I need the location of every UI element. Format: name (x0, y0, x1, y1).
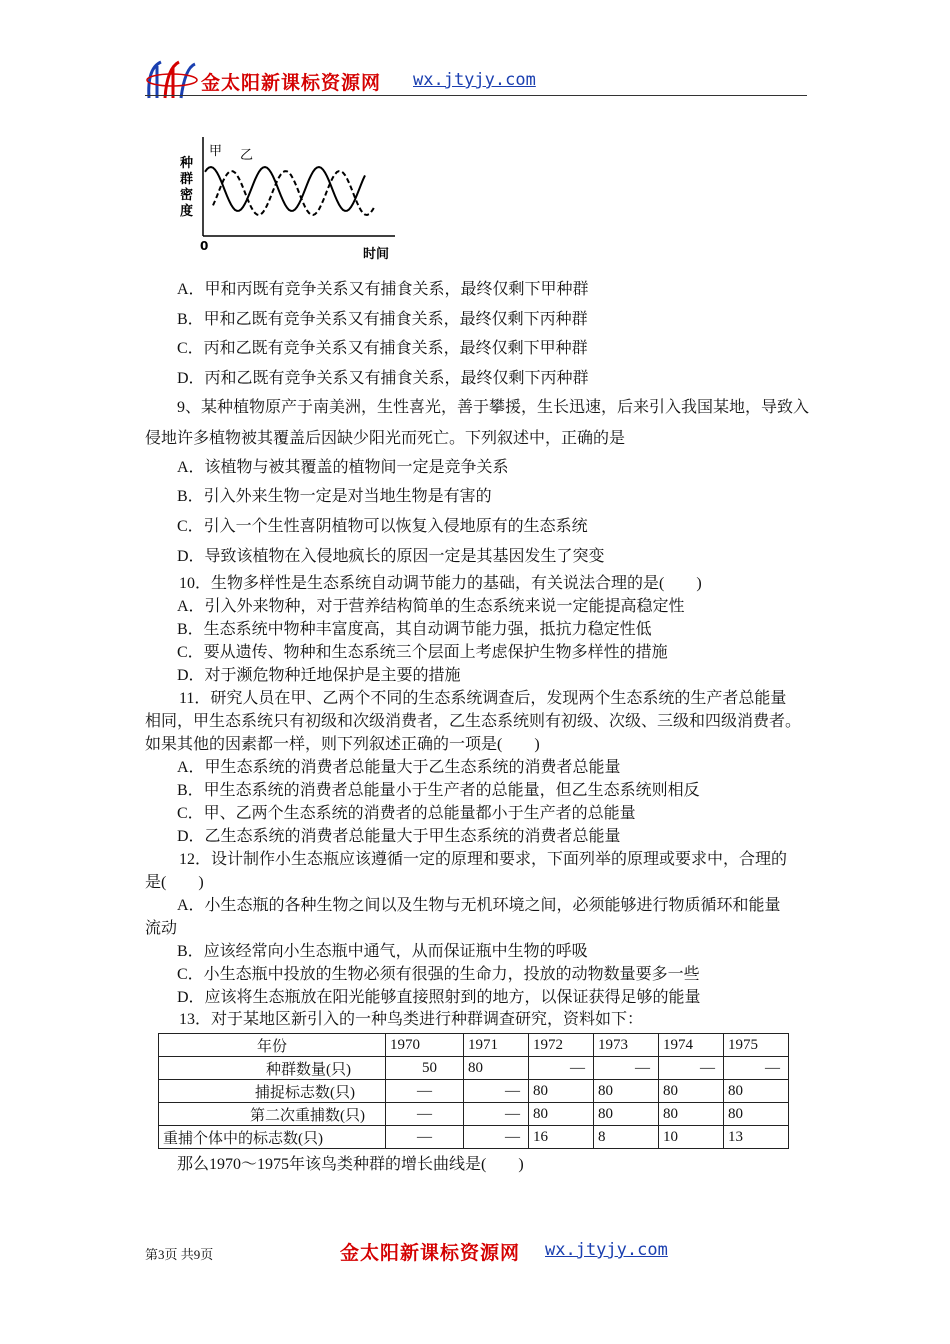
q10-option-a: A．引入外来物种，对于营养结构简单的生态系统来说一定能提高稳定性 (177, 598, 685, 615)
figure-ylabel (179, 155, 194, 219)
q12-option-a-line1: A．小生态瓶的各种生物之间以及生物与无机环境之间，必须能够进行物质循环和能量 (177, 897, 781, 914)
table-cell: — (386, 1080, 464, 1103)
q9-option-d: D．导致该植物在入侵地疯长的原因一定是其基因发生了突变 (177, 548, 605, 565)
table-cell: 80 (724, 1080, 789, 1103)
figure-xlabel: 时间 (363, 247, 390, 262)
table-cell: — (529, 1057, 594, 1080)
table-header-cell: 年份 (159, 1034, 386, 1057)
table-header-cell: 1972 (529, 1034, 594, 1057)
q12-stem-line1: 12．设计制作小生态瓶应该遵循一定的原理和要求，下面列举的原理或要求中，合理的 (179, 851, 788, 868)
table-cell: 80 (464, 1057, 529, 1080)
table-cell: 16 (529, 1126, 594, 1149)
q10-stem: 10．生物多样性是生态系统自动调节能力的基础，有关说法合理的是( ) (179, 575, 702, 592)
table-cell: 50 (386, 1057, 464, 1080)
table-cell: 种群数量(只) (159, 1057, 386, 1080)
svg-text:密: 密 (180, 188, 194, 203)
population-survey-table (158, 1033, 789, 1149)
q9-option-c: C．引入一个生性喜阴植物可以恢复入侵地原有的生态系统 (177, 518, 588, 535)
svg-text:群: 群 (180, 172, 194, 187)
svg-text:度: 度 (180, 204, 194, 219)
q8-option-a: A．甲和丙既有竞争关系又有捕食关系，最终仅剩下甲种群 (177, 281, 589, 298)
header-rule (145, 95, 807, 96)
table-header-row (159, 1034, 789, 1057)
table-cell: 80 (529, 1103, 594, 1126)
q8-option-c: C．丙和乙既有竞争关系又有捕食关系，最终仅剩下甲种群 (177, 340, 588, 357)
q12-option-c: C．小生态瓶中投放的生物必须有很强的生命力，投放的动物数量要多一些 (177, 966, 700, 983)
q10-option-d: D．对于濒危物种迁地保护是主要的措施 (177, 667, 461, 684)
figure-origin: 0 (200, 239, 209, 253)
q11-option-c: C．甲、乙两个生态系统的消费者的总能量都小于生产者的总能量 (177, 805, 636, 822)
table-cell: 80 (594, 1103, 659, 1126)
q11-option-b: B．甲生态系统的消费者总能量小于生产者的总能量，但乙生态系统则相反 (177, 782, 700, 799)
header-url-link[interactable]: wx.jtyjy.com (413, 70, 536, 90)
q12-option-b: B．应该经常向小生态瓶中通气，从而保证瓶中生物的呼吸 (177, 943, 588, 960)
q9-option-a: A．该植物与被其覆盖的植物间一定是竞争关系 (177, 459, 509, 476)
table-cell: 80 (659, 1080, 724, 1103)
series-label-b: 乙 (240, 148, 254, 163)
table-cell: — (386, 1103, 464, 1126)
svg-text:种: 种 (180, 156, 194, 171)
population-density-figure (175, 135, 405, 265)
table-row (159, 1103, 789, 1126)
table-header-cell: 1974 (659, 1034, 724, 1057)
table-row (159, 1057, 789, 1080)
q12-option-d: D．应该将生态瓶放在阳光能够直接照射到的地方，以保证获得足够的能量 (177, 989, 701, 1006)
table-cell: 80 (659, 1103, 724, 1126)
q10-option-b: B．生态系统中物种丰富度高，其自动调节能力强，抵抗力稳定性低 (177, 621, 652, 638)
table-cell: — (464, 1103, 529, 1126)
table-header-cell: 1970 (386, 1034, 464, 1057)
table-cell: — (724, 1057, 789, 1080)
q13-tail: 那么1970～1975年该鸟类种群的增长曲线是( ) (177, 1156, 524, 1173)
brand-logo-icon (145, 58, 199, 100)
table-cell: 80 (724, 1103, 789, 1126)
table-cell: 13 (724, 1126, 789, 1149)
table-cell: — (464, 1126, 529, 1149)
series-curve-a (205, 167, 365, 211)
table-cell: 重捕个体中的标志数(只) (159, 1126, 386, 1149)
table-cell: — (464, 1080, 529, 1103)
table-cell: — (594, 1057, 659, 1080)
q11-stem-line3: 如果其他的因素都一样，则下列叙述正确的一项是( ) (145, 736, 540, 753)
footer-url-link[interactable]: wx.jtyjy.com (545, 1240, 668, 1260)
table-cell: 捕捉标志数(只) (159, 1080, 386, 1103)
page-number: 第3页 共9页 (145, 1247, 214, 1262)
q10-option-c: C．要从遗传、物种和生态系统三个层面上考虑保护生物多样性的措施 (177, 644, 668, 661)
table-cell: 80 (594, 1080, 659, 1103)
q11-stem-line1: 11．研究人员在甲、乙两个不同的生态系统调查后，发现两个生态系统的生产者总能量 (179, 690, 787, 707)
table-row (159, 1126, 789, 1149)
q9-stem-line1: 9、某种植物原产于南美洲，生性喜光，善于攀援，生长迅速，后来引入我国某地，导致入 (177, 399, 810, 416)
q11-option-a: A．甲生态系统的消费者总能量大于乙生态系统的消费者总能量 (177, 759, 621, 776)
table-cell: 80 (529, 1080, 594, 1103)
q9-stem-line2: 侵地许多植物被其覆盖后因缺少阳光而死亡。下列叙述中，正确的是 (145, 430, 626, 447)
q8-option-d: D．丙和乙既有竞争关系又有捕食关系，最终仅剩下丙种群 (177, 370, 589, 387)
header-brand: 金太阳新课标资源网 (201, 72, 382, 94)
table-cell: 8 (594, 1126, 659, 1149)
table-cell: — (386, 1126, 464, 1149)
table-cell: 10 (659, 1126, 724, 1149)
page-header (145, 58, 807, 102)
table-header-cell: 1971 (464, 1034, 529, 1057)
q11-stem-line2: 相同，甲生态系统只有初级和次级消费者，乙生态系统则有初级、次级、三级和四级消费者。 (145, 713, 802, 730)
table-cell: — (659, 1057, 724, 1080)
q13-stem: 13．对于某地区新引入的一种鸟类进行种群调查研究，资料如下： (179, 1011, 644, 1028)
table-cell: 第二次重捕数(只) (159, 1103, 386, 1126)
q8-option-b: B．甲和乙既有竞争关系又有捕食关系，最终仅剩下丙种群 (177, 311, 588, 328)
q11-option-d: D．乙生态系统的消费者总能量大于甲生态系统的消费者总能量 (177, 828, 621, 845)
table-header-cell: 1975 (724, 1034, 789, 1057)
q9-option-b: B．引入外来生物一定是对当地生物是有害的 (177, 488, 492, 505)
footer-brand: 金太阳新课标资源网 (340, 1242, 521, 1264)
table-row (159, 1080, 789, 1103)
q12-option-a-line2: 流动 (145, 920, 178, 937)
series-label-a: 甲 (209, 144, 223, 159)
table-header-cell: 1973 (594, 1034, 659, 1057)
q12-stem-line2: 是( ) (145, 874, 204, 891)
